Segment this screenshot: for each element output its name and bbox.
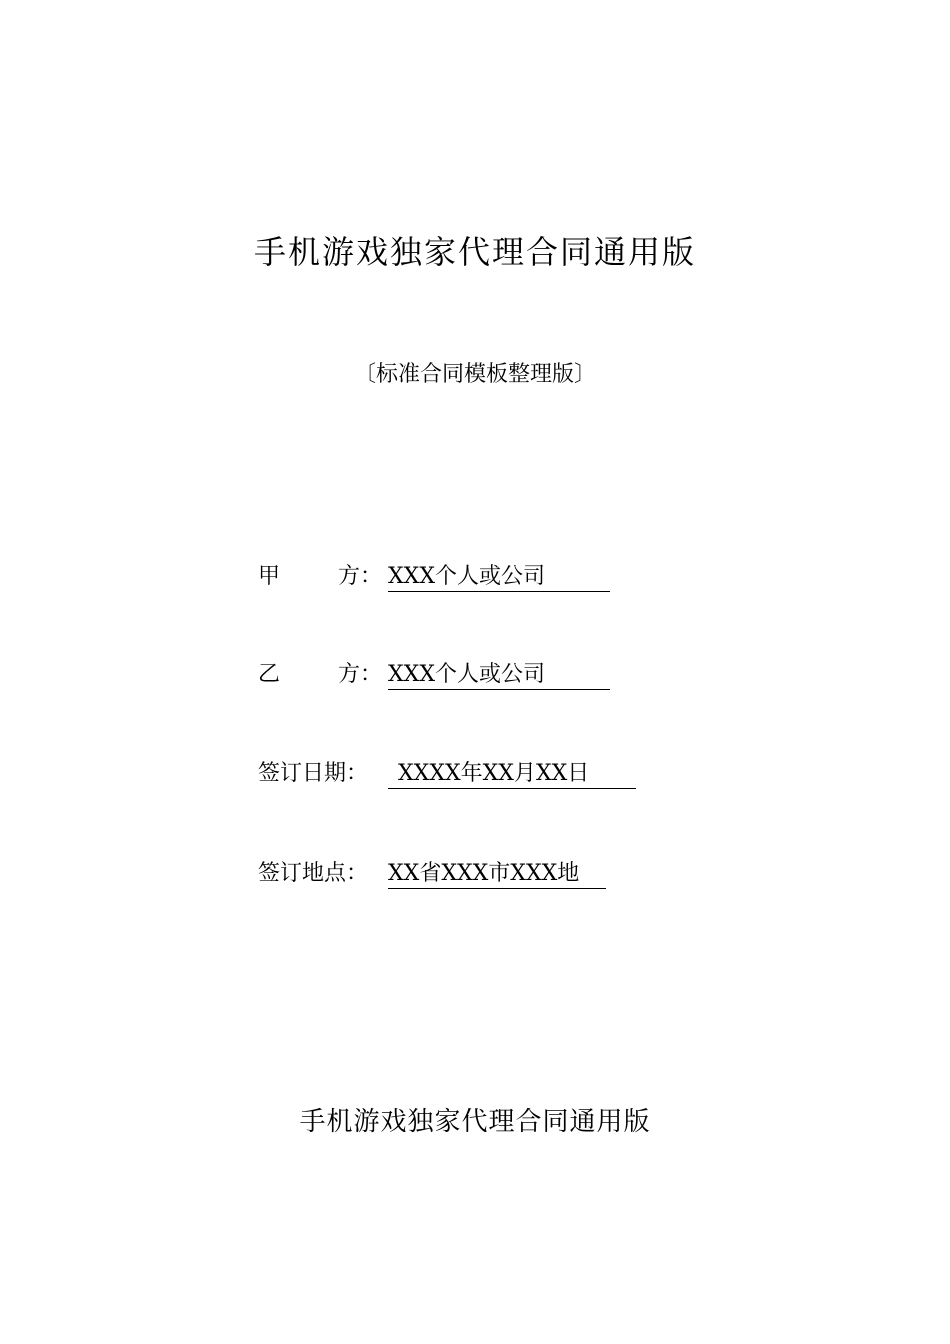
party-b-label: 乙 方： bbox=[258, 662, 383, 687]
document-title: 手机游戏独家代理合同通用版 bbox=[253, 233, 696, 271]
party-a-field bbox=[258, 559, 610, 595]
sign-place-value: XX省XXX市XXX地 bbox=[388, 860, 606, 889]
party-a-label: 甲 方： bbox=[258, 564, 383, 589]
party-b-value: XXX个人或公司 bbox=[388, 661, 610, 690]
sign-date-field bbox=[258, 756, 636, 792]
document-subtitle: 〔标准合同模板整理版〕 bbox=[353, 362, 596, 387]
sign-place-field bbox=[258, 856, 606, 892]
party-b-field bbox=[258, 657, 610, 693]
footer-title: 手机游戏独家代理合同通用版 bbox=[299, 1107, 651, 1137]
sign-date-value: XXXX年XX月XX日 bbox=[388, 760, 636, 789]
party-a-value: XXX个人或公司 bbox=[388, 563, 610, 592]
sign-date-label: 签订日期： bbox=[258, 761, 369, 786]
sign-place-label: 签订地点： bbox=[258, 861, 369, 886]
